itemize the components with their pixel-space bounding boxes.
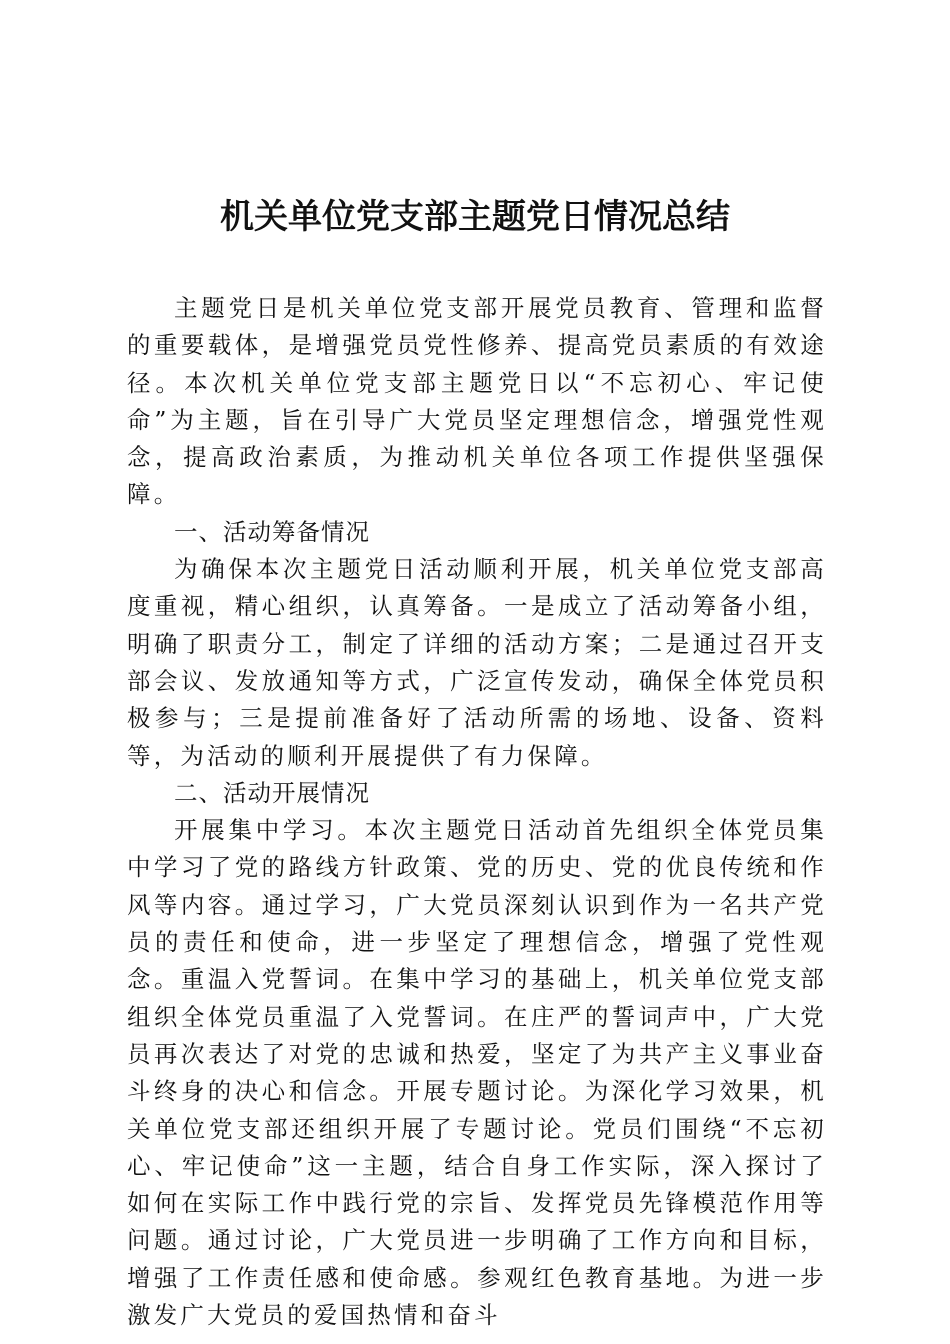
document-title: 机关单位党支部主题党日情况总结	[220, 197, 730, 237]
document-body	[127, 290, 827, 1334]
activities-paragraph: 开展集中学习。本次主题党日活动首先组织全体党员集中学习了党的路线方针政策、党的历史、党的优良传统和作风等内容。通过学习，广大党员深刻认识到作为一名共产党员的责任和使命，进一步坚定了理想信念，增强了党性观念。重温入党誓词。在集中学习的基础上，机关单位党支部组织全体党员重温了入党誓词。在庄严的誓词声中，广大党员再次表达了对党的忠诚和热爱，坚定了为共产主义事业奋斗终身的决心和信念。开展专题讨论。为深化学习效果，机关单位党支部还组织开展了专题讨论。党员们围绕“不忘初心、牢记使命”这一主题，结合自身工作实际，深入探讨了如何在实际工作中践行党的宗旨、发挥党员先锋模范作用等问题。通过讨论，广大党员进一步明确了工作方向和目标，增强了工作责任感和使命感。参观红色教育基地。为进一步激发广大党员的爱国热情和奋斗	[127, 816, 827, 1330]
section-heading-preparation: 一、活动筹备情况	[174, 517, 370, 546]
section-heading-activities: 二、活动开展情况	[174, 778, 370, 807]
intro-paragraph: 主题党日是机关单位党支部开展党员教育、管理和监督的重要载体，是增强党员党性修养、提高党员素质的有效途径。本次机关单位党支部主题党日以“不忘初心、牢记使命”为主题，旨在引导广大党员坚定理想信念，增强党性观念，提高政治素质，为推动机关单位各项工作提供坚强保障。	[127, 294, 827, 509]
preparation-paragraph: 为确保本次主题党日活动顺利开展，机关单位党支部高度重视，精心组织，认真筹备。一是成立了活动筹备小组，明确了职责分工，制定了详细的活动方案；二是通过召开支部会议、发放通知等方式，广泛宣传发动，确保全体党员积极参与；三是提前准备好了活动所需的场地、设备、资料等，为活动的顺利开展提供了有力保障。	[127, 555, 827, 770]
